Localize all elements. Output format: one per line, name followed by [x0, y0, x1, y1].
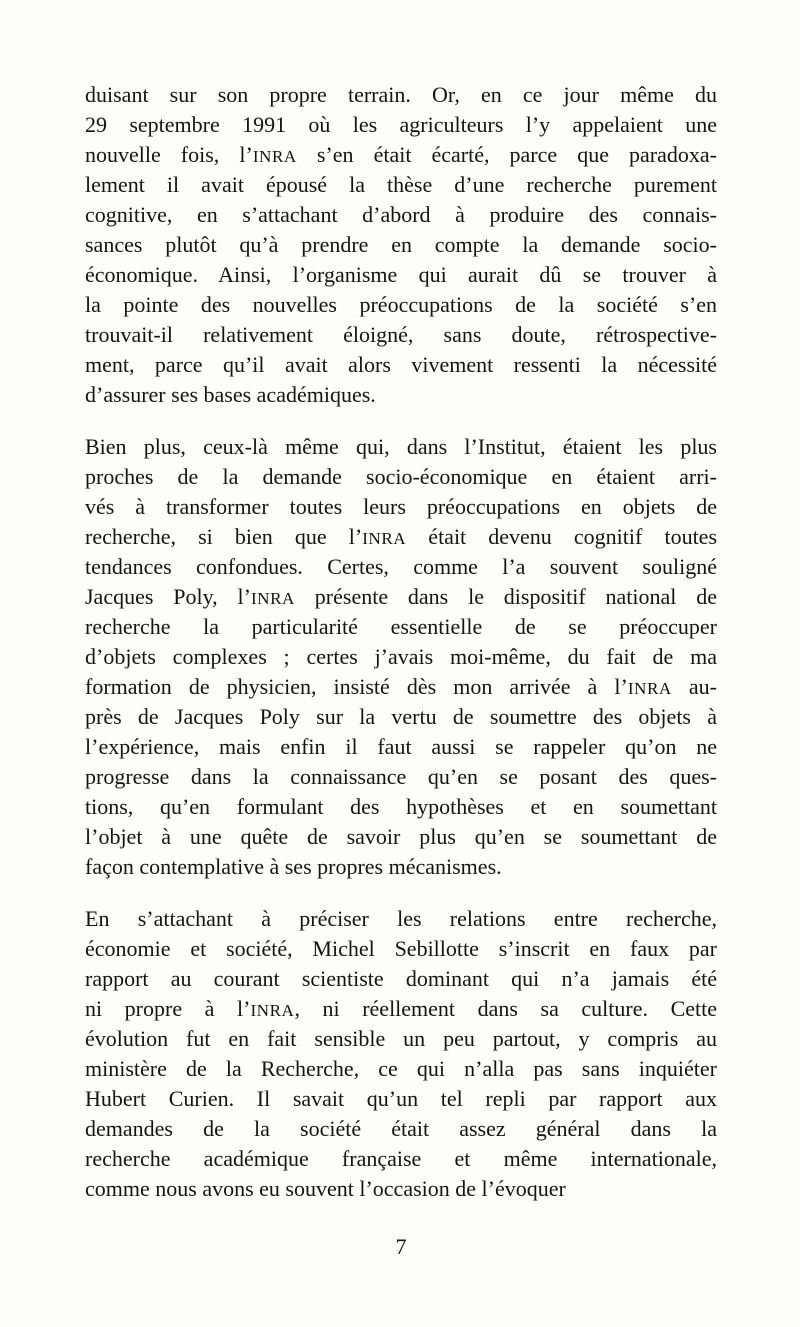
text-line: façon contemplative à ses propres mécanismes. [85, 854, 502, 879]
inra-smallcaps: INRA [250, 1001, 295, 1020]
text-line: formation de physicien, insisté dès mon arrivée à l’INRA au- [85, 674, 717, 699]
text-line: lement il avait épousé la thèse d’une recherche purement [85, 172, 717, 197]
text-line: cognitive, en s’attachant d’abord à produire des connais- [85, 202, 717, 227]
text-line: économie et société, Michel Sebillotte s’inscrit en faux par [85, 936, 717, 961]
text-line: recherche académique française et même internationale, [85, 1146, 717, 1171]
text-line: recherche, si bien que l’INRA était devenu cognitif toutes [85, 524, 717, 549]
page-number: 7 [395, 1234, 407, 1259]
text-line: Bien plus, ceux-là même qui, dans l’Institut, étaient les plus [85, 434, 717, 459]
text-line: trouvait-il relativement éloigné, sans doute, rétrospective- [85, 322, 717, 347]
text-line: ministère de la Recherche, ce qui n’alla pas sans inquiéter [85, 1056, 717, 1081]
text-line: En s’attachant à préciser les relations entre recherche, [85, 906, 717, 931]
text-line: proches de la demande socio-économique en étaient arri- [85, 464, 717, 489]
text-line: progresse dans la connaissance qu’en se posant des ques- [85, 764, 717, 789]
inra-smallcaps: INRA [252, 147, 297, 166]
text-line: vés à transformer toutes leurs préoccupations en objets de [85, 494, 717, 519]
text-line: recherche la particularité essentielle de se préoccuper [85, 614, 717, 639]
text-line: Jacques Poly, l’INRA présente dans le dispositif national de [85, 584, 717, 609]
text-line: demandes de la société était assez général dans la [85, 1116, 717, 1141]
inra-smallcaps: INRA [627, 679, 672, 698]
paragraph [85, 904, 717, 1204]
text-line: près de Jacques Poly sur la vertu de soumettre des objets à [85, 704, 717, 729]
text-line: tendances confondues. Certes, comme l’a souvent souligné [85, 554, 717, 579]
text-line: ni propre à l’INRA, ni réellement dans sa culture. Cette [85, 996, 717, 1021]
text-line: économique. Ainsi, l’organisme qui aurait dû se trouver à [85, 262, 717, 287]
inra-smallcaps: INRA [362, 529, 407, 548]
inra-smallcaps: INRA [250, 589, 295, 608]
paragraph [85, 80, 717, 410]
text-line: 29 septembre 1991 où les agriculteurs l’y appelaient une [85, 112, 717, 137]
text-line: d’objets complexes ; certes j’avais moi-même, du fait de ma [85, 644, 717, 669]
text-line: Hubert Curien. Il savait qu’un tel repli par rapport aux [85, 1086, 717, 1111]
text-line: l’objet à une quête de savoir plus qu’en se soumettant de [85, 824, 717, 849]
paragraph [85, 432, 717, 882]
text-line: tions, qu’en formulant des hypothèses et en soumettant [85, 794, 717, 819]
text-line: comme nous avons eu souvent l’occasion de l’évoquer [85, 1176, 566, 1201]
text-line: évolution fut en fait sensible un peu partout, y compris au [85, 1026, 717, 1051]
text-line: sances plutôt qu’à prendre en compte la demande socio- [85, 232, 717, 257]
text-line: la pointe des nouvelles préoccupations de la société s’en [85, 292, 717, 317]
text-line: ment, parce qu’il avait alors vivement ressenti la nécessité [85, 352, 717, 377]
text-line: rapport au courant scientiste dominant qui n’a jamais été [85, 966, 717, 991]
text-line: nouvelle fois, l’INRA s’en était écarté, parce que paradoxa- [85, 142, 717, 167]
text-line: duisant sur son propre terrain. Or, en ce jour même du [85, 82, 717, 107]
text-block [85, 80, 717, 1204]
text-line: d’assurer ses bases académiques. [85, 382, 376, 407]
text-line: l’expérience, mais enfin il faut aussi se rappeler qu’on ne [85, 734, 717, 759]
